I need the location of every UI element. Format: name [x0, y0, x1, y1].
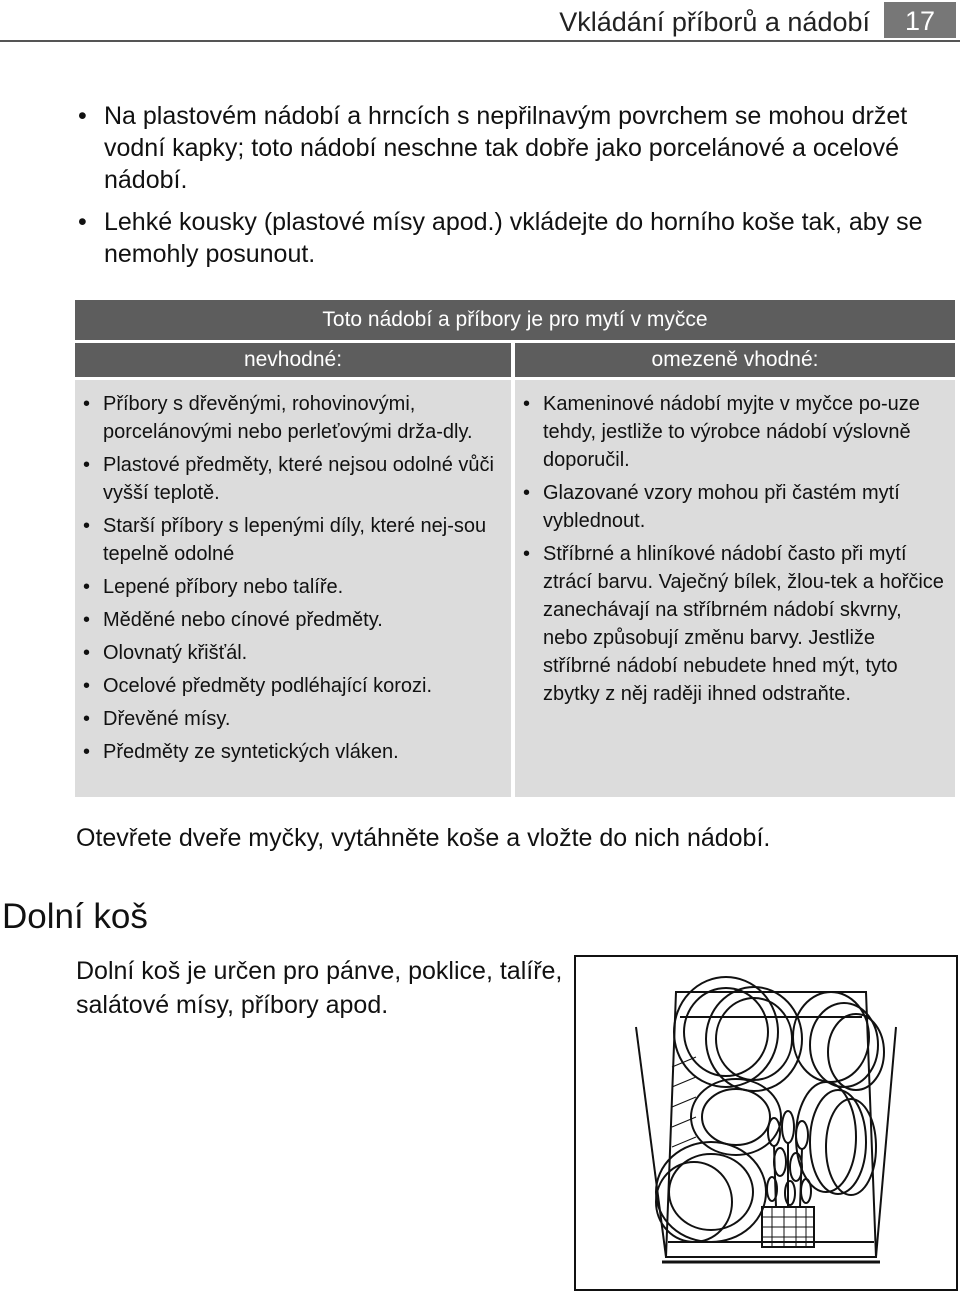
intro-bullet-list: [78, 100, 953, 280]
lower-basket-drawing: [576, 957, 956, 1289]
list-item: • Příbory s dřevěnými, rohovinovými, porcelánovými nebo perleťovými drža-dly.: [83, 390, 501, 446]
list-item: • Lepené příbory nebo talíře.: [83, 573, 501, 601]
list-item: • Stříbrné a hliníkové nádobí často při mytí ztrácí barvu. Vaječný bílek, žlou-tek a hořčice zanechávají na stříbrném nádobí skvrny, nebo způsobují změnu barvy. Jestliže stříbrné nádobí nebudete hned mýt, tyto zbytky z něj raději ihned odstraňte.: [523, 540, 945, 708]
list-item: • Olovnatý křišťál.: [83, 639, 501, 667]
section-text: Dolní koš je určen pro pánve, poklice, talíře, salátové mísy, příbory apod.: [76, 957, 563, 1019]
list-item: • Glazované vzory mohou při častém mytí vyblednout.: [523, 479, 945, 535]
header-divider: [0, 40, 960, 42]
intro-bullet: • Na plastovém nádobí a hrncích s nepřilnavým povrchem se mohou držet vodní kapky; toto nádobí neschne tak dobře jako porcelánové a ocelové nádobí.: [78, 100, 953, 196]
list-item: • Ocelové předměty podléhající korozi.: [83, 672, 501, 700]
column-limited: [515, 380, 955, 797]
list-item: • Starší příbory s lepenými díly, které nej-sou tepelně odolné: [83, 512, 501, 568]
chapter-title: Vkládání příborů a nádobí: [559, 7, 870, 37]
suitability-table: [75, 300, 955, 797]
page-number: 17: [884, 2, 956, 38]
lower-basket-illustration: [574, 955, 958, 1291]
section-title: Dolní koš: [2, 897, 148, 936]
open-instruction: Otevřete dveře myčky, vytáhněte koše a vložte do nich nádobí.: [76, 824, 771, 852]
column-unsuitable: [75, 380, 511, 797]
column-header-unsuitable: nevhodné:: [75, 343, 511, 377]
list-item: • Kameninové nádobí myjte v myčce po-uze tehdy, jestliže to výrobce nádobí výslovně doporučil.: [523, 390, 945, 474]
column-header-limited: omezeně vhodné:: [515, 343, 955, 377]
intro-bullet: • Lehké kousky (plastové mísy apod.) vkládejte do horního koše tak, aby se nemohly posunout.: [78, 206, 953, 270]
table-title: Toto nádobí a příbory je pro mytí v myčce: [75, 300, 955, 340]
list-item: • Měděné nebo cínové předměty.: [83, 606, 501, 634]
list-item: • Plastové předměty, které nejsou odolné vůči vyšší teplotě.: [83, 451, 501, 507]
list-item: • Dřevěné mísy.: [83, 705, 501, 733]
list-item: • Předměty ze syntetických vláken.: [83, 738, 501, 766]
